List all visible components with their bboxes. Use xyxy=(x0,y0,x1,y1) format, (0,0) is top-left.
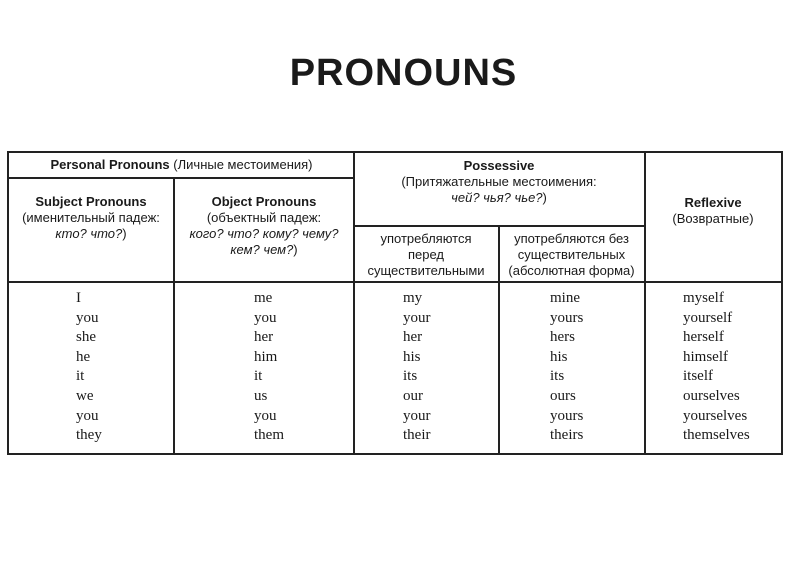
object-word: it xyxy=(254,368,263,385)
divider-personal-header xyxy=(9,177,354,179)
subject-word: it xyxy=(76,368,85,385)
subject-note-2: кто? что? xyxy=(55,226,123,241)
absolute-word: yours xyxy=(550,407,584,424)
object-label: Object Pronouns xyxy=(211,194,317,209)
subject-note-close: ) xyxy=(122,226,127,241)
subject-word: she xyxy=(76,329,96,346)
reflexive-word: himself xyxy=(683,348,728,365)
possessive-word: its xyxy=(403,368,418,385)
absolute-line-2: существительных xyxy=(517,247,626,262)
object-word: him xyxy=(254,348,278,365)
possessive-note-close: ) xyxy=(542,190,547,205)
object-note-2: кого? что? кому? чему? xyxy=(189,226,339,241)
reflexive-label: Reflexive xyxy=(684,195,742,210)
reflexive-word: yourself xyxy=(683,309,733,326)
subject-word: we xyxy=(76,387,94,404)
absolute-word: ours xyxy=(550,387,576,404)
subject-word: I xyxy=(76,290,81,306)
absolute-word: mine xyxy=(550,290,580,306)
subject-word: he xyxy=(76,348,91,365)
possessive-before-nouns-header xyxy=(354,231,498,279)
reflexive-word: ourselves xyxy=(683,387,740,404)
reflexive-word: yourselves xyxy=(683,407,748,424)
object-note-3: кем? чем? xyxy=(230,242,294,257)
subject-header xyxy=(9,194,173,242)
absolute-line-1: употребляются без xyxy=(514,231,629,246)
reflexive-word: themselves xyxy=(683,427,750,444)
before-nouns-line-1: употребляются xyxy=(380,231,472,246)
absolute-word: hers xyxy=(550,329,575,346)
before-nouns-line-2: перед xyxy=(407,247,445,262)
object-header xyxy=(174,194,354,258)
divider-possessive-header xyxy=(354,225,644,227)
before-nouns-line-3: существительными xyxy=(367,263,485,278)
possessive-word: their xyxy=(403,427,431,444)
possessive-before-nouns-words xyxy=(403,289,463,446)
object-words xyxy=(254,289,314,446)
subject-words xyxy=(76,289,136,446)
absolute-word: its xyxy=(550,368,565,385)
personal-label: Personal Pronouns xyxy=(50,157,170,172)
subject-word: you xyxy=(76,407,99,424)
subject-word: you xyxy=(76,309,99,326)
possessive-word: her xyxy=(403,329,423,346)
pronouns-table xyxy=(7,151,783,455)
object-note-close: ) xyxy=(293,242,298,257)
object-word: you xyxy=(254,407,277,424)
possessive-word: my xyxy=(403,290,423,306)
object-word: us xyxy=(254,387,268,404)
possessive-word: your xyxy=(403,407,431,424)
reflexive-label-ru: (Возвратные) xyxy=(672,211,754,226)
possessive-note-2: чей? чья? чье? xyxy=(451,190,543,205)
reflexive-word: myself xyxy=(683,290,724,306)
subject-note-1: (именительный падеж: xyxy=(22,210,160,225)
possessive-word: his xyxy=(403,348,421,365)
possessive-word: our xyxy=(403,387,423,404)
possessive-note-1: (Притяжательные местоимения: xyxy=(401,174,597,189)
page-title: PRONOUNS xyxy=(289,52,518,94)
reflexive-header xyxy=(645,195,781,227)
reflexive-word: itself xyxy=(683,368,713,385)
reflexive-words xyxy=(683,289,773,446)
absolute-word: yours xyxy=(550,309,584,326)
divider-header-body xyxy=(9,281,781,283)
subject-word: they xyxy=(76,427,102,444)
possessive-header xyxy=(354,158,644,206)
absolute-word: his xyxy=(550,348,568,365)
possessive-word: your xyxy=(403,309,431,326)
object-word: you xyxy=(254,309,277,326)
absolute-line-3: (абсолютная форма) xyxy=(508,263,635,278)
subject-label: Subject Pronouns xyxy=(35,194,147,209)
object-note-1: (объектный падеж: xyxy=(206,210,322,225)
possessive-absolute-words xyxy=(550,289,610,446)
personal-label-ru: (Личные местоимения) xyxy=(173,157,313,172)
absolute-word: theirs xyxy=(550,427,584,444)
object-word: me xyxy=(254,290,273,306)
possessive-absolute-header xyxy=(499,231,644,279)
personal-header xyxy=(9,157,354,173)
reflexive-word: herself xyxy=(683,329,724,346)
object-word: her xyxy=(254,329,274,346)
possessive-label: Possessive xyxy=(463,158,535,173)
object-word: them xyxy=(254,427,284,444)
